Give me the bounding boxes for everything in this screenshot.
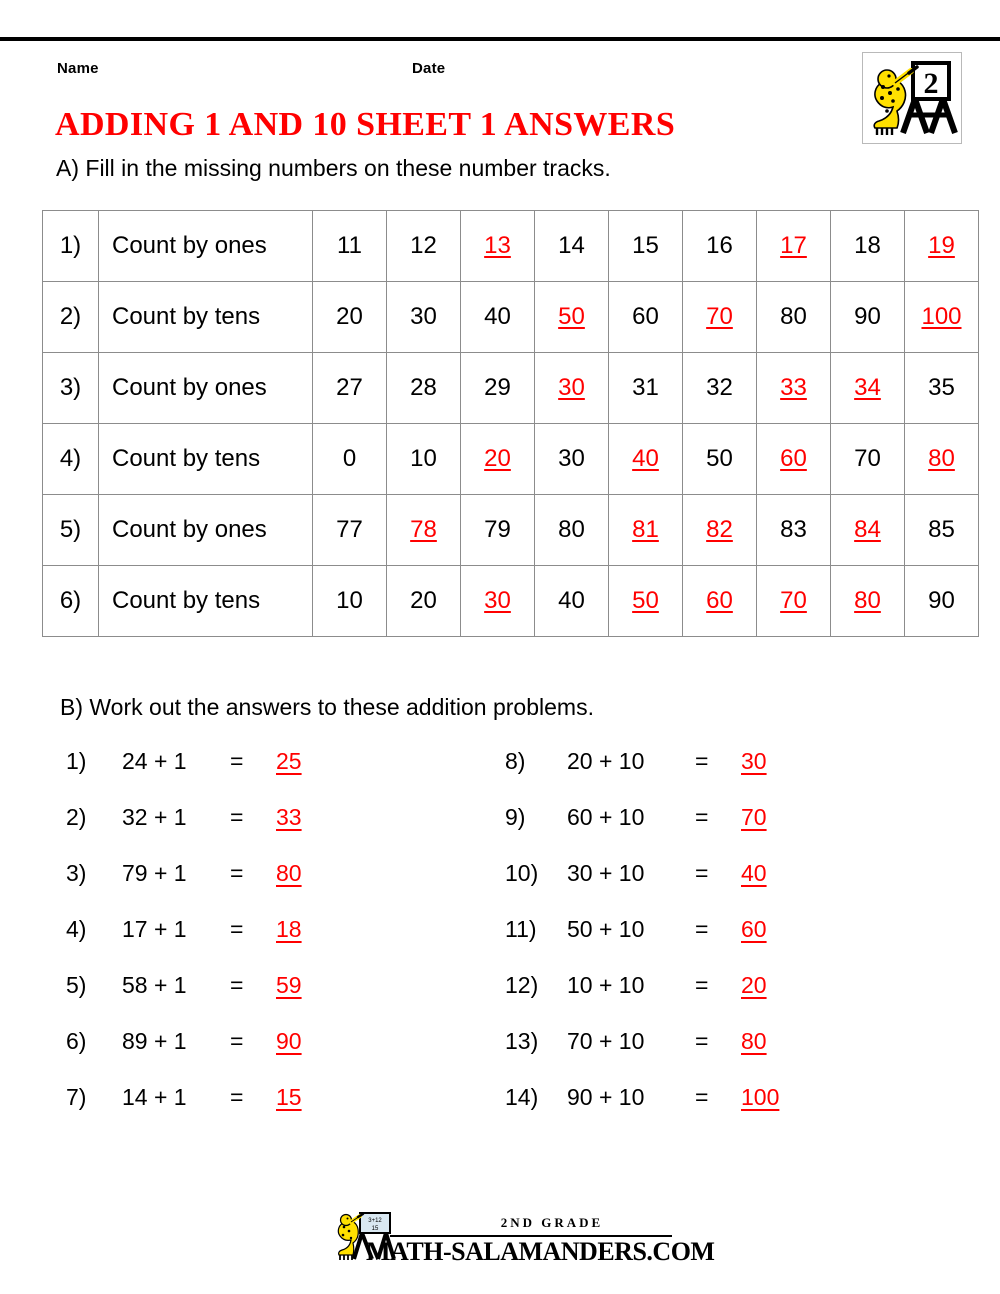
track-cell: 77 (313, 495, 387, 566)
problem-row (505, 748, 905, 804)
problem-row (66, 1028, 466, 1084)
track-cell: 80 (757, 282, 831, 353)
track-answer-cell[interactable]: 81 (609, 495, 683, 566)
problem-expression: 17 + 1 (122, 916, 187, 942)
equals-sign: = (230, 1084, 244, 1110)
problem-expression: 79 + 1 (122, 860, 187, 886)
equals-sign: = (695, 1028, 709, 1054)
salamander-easel-icon (863, 53, 961, 143)
row-index: 1) (43, 211, 99, 282)
footer-brand (332, 1205, 715, 1271)
track-cell: 60 (609, 282, 683, 353)
problem-index: 4) (66, 916, 87, 942)
equals-sign: = (230, 860, 244, 886)
equals-sign: = (695, 972, 709, 998)
problem-row (505, 804, 905, 860)
problem-row (66, 972, 466, 1028)
problem-row (66, 860, 466, 916)
easel-equation-top: 3+12 (368, 1218, 382, 1224)
track-cell: 70 (831, 424, 905, 495)
problem-answer[interactable]: 90 (276, 1028, 302, 1054)
track-answer-cell[interactable]: 30 (535, 353, 609, 424)
track-cell: 20 (387, 566, 461, 637)
track-answer-cell[interactable]: 50 (535, 282, 609, 353)
row-index: 2) (43, 282, 99, 353)
problem-expression: 24 + 1 (122, 748, 187, 774)
track-cell: 40 (535, 566, 609, 637)
track-answer-cell[interactable]: 17 (757, 211, 831, 282)
track-cell: 83 (757, 495, 831, 566)
table-row (43, 282, 979, 353)
track-cell: 11 (313, 211, 387, 282)
track-answer-cell[interactable]: 60 (757, 424, 831, 495)
problem-answer[interactable]: 25 (276, 748, 302, 774)
track-cell: 27 (313, 353, 387, 424)
number-track-body (43, 211, 979, 637)
track-cell: 10 (387, 424, 461, 495)
row-label: Count by tens (99, 566, 313, 637)
problem-index: 7) (66, 1084, 87, 1110)
row-label: Count by tens (99, 282, 313, 353)
date-label: Date (412, 60, 446, 77)
track-cell: 90 (905, 566, 979, 637)
problem-answer[interactable]: 80 (741, 1028, 767, 1054)
problem-row (505, 860, 905, 916)
table-row (43, 566, 979, 637)
problem-answer[interactable]: 70 (741, 804, 767, 830)
problems-right-column (505, 748, 905, 1140)
track-cell: 85 (905, 495, 979, 566)
track-answer-cell[interactable]: 70 (757, 566, 831, 637)
track-cell: 12 (387, 211, 461, 282)
problem-row (505, 972, 905, 1028)
footer-grade-text: 2ND GRADE (500, 1215, 604, 1230)
track-answer-cell[interactable]: 100 (905, 282, 979, 353)
section-a-instruction: A) Fill in the missing numbers on these number tracks. (56, 155, 611, 181)
equals-sign: = (695, 1084, 709, 1110)
page-footer (0, 1205, 1000, 1275)
problem-index: 6) (66, 1028, 87, 1054)
page-top-rule (0, 37, 1000, 41)
track-answer-cell[interactable]: 30 (461, 566, 535, 637)
problem-expression: 90 + 10 (567, 1084, 645, 1110)
track-cell: 40 (461, 282, 535, 353)
problem-answer[interactable]: 33 (276, 804, 302, 830)
grade-2-logo (862, 52, 962, 144)
row-label: Count by ones (99, 211, 313, 282)
track-answer-cell[interactable]: 82 (683, 495, 757, 566)
name-label: Name (57, 60, 99, 77)
track-answer-cell[interactable]: 20 (461, 424, 535, 495)
problem-row (505, 1084, 905, 1140)
row-index: 4) (43, 424, 99, 495)
table-row (43, 424, 979, 495)
track-answer-cell[interactable]: 70 (683, 282, 757, 353)
equals-sign: = (230, 748, 244, 774)
problem-index: 5) (66, 972, 87, 998)
track-answer-cell[interactable]: 19 (905, 211, 979, 282)
problem-index: 10) (505, 860, 539, 886)
number-track-table (42, 210, 979, 637)
equals-sign: = (695, 860, 709, 886)
problem-index: 14) (505, 1084, 539, 1110)
easel-equation-bottom: 15 (371, 1226, 379, 1232)
problem-index: 2) (66, 804, 87, 830)
problem-index: 1) (66, 748, 87, 774)
equals-sign: = (230, 804, 244, 830)
track-cell: 32 (683, 353, 757, 424)
grade-badge-number: 2 (923, 67, 939, 100)
problem-row (66, 1084, 466, 1140)
problem-expression: 14 + 1 (122, 1084, 187, 1110)
problem-answer[interactable]: 40 (741, 860, 767, 886)
problem-index: 8) (505, 748, 526, 774)
problem-row (66, 804, 466, 860)
problem-row (66, 748, 466, 804)
track-cell: 30 (535, 424, 609, 495)
equals-sign: = (695, 804, 709, 830)
track-cell: 79 (461, 495, 535, 566)
problem-expression: 30 + 10 (567, 860, 645, 886)
track-cell: 0 (313, 424, 387, 495)
track-cell: 29 (461, 353, 535, 424)
track-answer-cell[interactable]: 50 (609, 566, 683, 637)
problem-index: 11) (505, 916, 537, 942)
page-title: ADDING 1 AND 10 SHEET 1 ANSWERS (55, 106, 676, 143)
track-answer-cell[interactable]: 80 (905, 424, 979, 495)
problem-answer[interactable]: 60 (741, 916, 767, 942)
problem-index: 13) (505, 1028, 539, 1054)
problem-answer[interactable]: 20 (741, 972, 767, 998)
track-answer-cell[interactable]: 80 (831, 566, 905, 637)
track-cell: 50 (683, 424, 757, 495)
track-cell: 14 (535, 211, 609, 282)
problem-index: 9) (505, 804, 526, 830)
problem-expression: 32 + 1 (122, 804, 187, 830)
table-row (43, 495, 979, 566)
equals-sign: = (695, 748, 709, 774)
track-cell: 80 (535, 495, 609, 566)
track-answer-cell[interactable]: 33 (757, 353, 831, 424)
footer-site-text: MATH-SALAMANDERS.COM (366, 1237, 715, 1266)
row-label: Count by tens (99, 424, 313, 495)
track-answer-cell[interactable]: 84 (831, 495, 905, 566)
problem-answer[interactable]: 59 (276, 972, 302, 998)
problem-expression: 10 + 10 (567, 972, 645, 998)
track-answer-cell[interactable]: 40 (609, 424, 683, 495)
track-answer-cell[interactable]: 13 (461, 211, 535, 282)
table-row (43, 211, 979, 282)
problem-expression: 89 + 1 (122, 1028, 187, 1054)
equals-sign: = (695, 916, 709, 942)
problem-index: 3) (66, 860, 87, 886)
problem-answer[interactable]: 80 (276, 860, 302, 886)
equals-sign: = (230, 972, 244, 998)
problem-answer[interactable]: 15 (276, 1084, 302, 1110)
problem-answer[interactable]: 100 (741, 1084, 780, 1110)
row-label: Count by ones (99, 495, 313, 566)
problem-expression: 50 + 10 (567, 916, 645, 942)
track-cell: 18 (831, 211, 905, 282)
track-cell: 30 (387, 282, 461, 353)
row-index: 3) (43, 353, 99, 424)
equals-sign: = (230, 916, 244, 942)
table-row (43, 353, 979, 424)
track-cell: 90 (831, 282, 905, 353)
problem-expression: 70 + 10 (567, 1028, 645, 1054)
problem-index: 12) (505, 972, 539, 998)
track-cell: 31 (609, 353, 683, 424)
problem-answer[interactable]: 18 (276, 916, 302, 942)
problem-expression: 58 + 1 (122, 972, 187, 998)
problem-expression: 20 + 10 (567, 748, 645, 774)
problem-answer[interactable]: 30 (741, 748, 767, 774)
row-index: 5) (43, 495, 99, 566)
problem-expression: 60 + 10 (567, 804, 645, 830)
section-b-instruction: B) Work out the answers to these addition problems. (60, 694, 594, 720)
track-answer-cell[interactable]: 60 (683, 566, 757, 637)
track-cell: 28 (387, 353, 461, 424)
problem-row (505, 1028, 905, 1084)
row-label: Count by ones (99, 353, 313, 424)
track-cell: 10 (313, 566, 387, 637)
track-cell: 16 (683, 211, 757, 282)
track-cell: 35 (905, 353, 979, 424)
track-cell: 15 (609, 211, 683, 282)
row-index: 6) (43, 566, 99, 637)
problems-left-column (66, 748, 466, 1140)
equals-sign: = (230, 1028, 244, 1054)
problem-row (66, 916, 466, 972)
track-answer-cell[interactable]: 78 (387, 495, 461, 566)
problem-row (505, 916, 905, 972)
track-cell: 20 (313, 282, 387, 353)
track-answer-cell[interactable]: 34 (831, 353, 905, 424)
